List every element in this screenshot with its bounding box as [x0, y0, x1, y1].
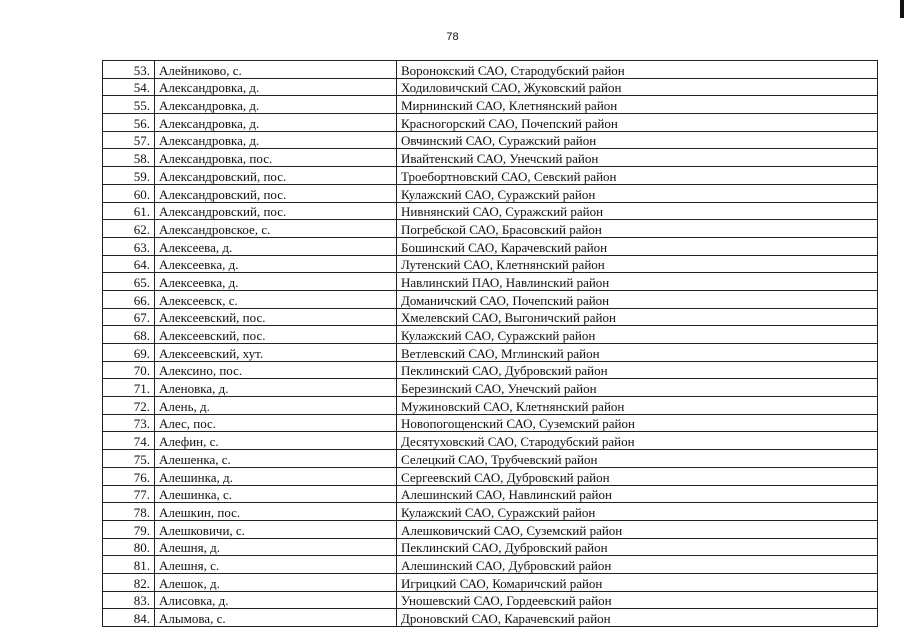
settlement-name: Александровский, пос. — [155, 184, 397, 202]
settlement-administration: Мирнинский САО, Клетнянский район — [397, 96, 878, 114]
settlement-name: Алексеевск, с. — [155, 290, 397, 308]
row-number: 75. — [103, 450, 155, 468]
settlement-administration: Алешинский САО, Дубровский район — [397, 556, 878, 574]
settlement-name: Алень, д. — [155, 397, 397, 415]
row-number: 73. — [103, 414, 155, 432]
table-row — [103, 326, 878, 344]
table-row — [103, 450, 878, 468]
table-row — [103, 237, 878, 255]
settlement-administration: Десятуховский САО, Стародубский район — [397, 432, 878, 450]
table-row — [103, 184, 878, 202]
settlement-name: Александровка, д. — [155, 78, 397, 96]
settlement-name: Алешенка, с. — [155, 450, 397, 468]
settlement-name: Алексеевка, д. — [155, 273, 397, 291]
row-number: 82. — [103, 573, 155, 591]
row-number: 53. — [103, 61, 155, 79]
row-number: 66. — [103, 290, 155, 308]
settlement-administration: Красногорский САО, Почепский район — [397, 114, 878, 132]
table-row — [103, 202, 878, 220]
settlement-name: Алешкин, пос. — [155, 503, 397, 521]
settlement-administration: Троебортновский САО, Севский район — [397, 167, 878, 185]
settlement-administration: Навлинский ПАО, Навлинский район — [397, 273, 878, 291]
row-number: 76. — [103, 467, 155, 485]
table-row — [103, 467, 878, 485]
settlement-administration: Ходиловичский САО, Жуковский район — [397, 78, 878, 96]
settlement-name: Александровский, пос. — [155, 167, 397, 185]
settlement-administration: Березинский САО, Унечский район — [397, 379, 878, 397]
row-number: 81. — [103, 556, 155, 574]
table-row — [103, 114, 878, 132]
row-number: 56. — [103, 114, 155, 132]
settlement-name: Александровка, д. — [155, 96, 397, 114]
settlement-table — [102, 60, 878, 627]
settlement-name: Алексино, пос. — [155, 361, 397, 379]
settlement-name: Алексеевка, д. — [155, 255, 397, 273]
settlement-administration: Кулажский САО, Суражский район — [397, 326, 878, 344]
settlement-administration: Лутенский САО, Клетнянский район — [397, 255, 878, 273]
settlement-administration: Алешинский САО, Навлинский район — [397, 485, 878, 503]
settlement-administration: Кулажский САО, Суражский район — [397, 503, 878, 521]
table-row — [103, 96, 878, 114]
table-row — [103, 379, 878, 397]
settlement-name: Алейниково, с. — [155, 61, 397, 79]
settlement-administration: Нивнянский САО, Суражский район — [397, 202, 878, 220]
row-number: 70. — [103, 361, 155, 379]
page-number: 78 — [446, 31, 459, 43]
row-number: 55. — [103, 96, 155, 114]
table-row — [103, 149, 878, 167]
settlement-administration: Дроновский САО, Карачевский район — [397, 609, 878, 627]
table-row — [103, 273, 878, 291]
settlement-name: Александровский, пос. — [155, 202, 397, 220]
row-number: 54. — [103, 78, 155, 96]
row-number: 77. — [103, 485, 155, 503]
table-row — [103, 414, 878, 432]
table-row — [103, 397, 878, 415]
settlement-name: Алексеевский, пос. — [155, 326, 397, 344]
settlement-name: Алешковичи, с. — [155, 520, 397, 538]
table-row — [103, 308, 878, 326]
settlement-administration: Игрицкий САО, Комаричский район — [397, 573, 878, 591]
settlement-administration: Ветлевский САО, Мглинский район — [397, 344, 878, 362]
table-row — [103, 485, 878, 503]
settlement-administration: Пеклинский САО, Дубровский район — [397, 538, 878, 556]
settlement-name: Алешинка, с. — [155, 485, 397, 503]
settlement-administration: Уношевский САО, Гордеевский район — [397, 591, 878, 609]
table-row — [103, 344, 878, 362]
settlement-administration: Селецкий САО, Трубчевский район — [397, 450, 878, 468]
row-number: 67. — [103, 308, 155, 326]
settlement-name: Алымова, с. — [155, 609, 397, 627]
row-number: 79. — [103, 520, 155, 538]
table-row — [103, 131, 878, 149]
row-number: 74. — [103, 432, 155, 450]
table-row — [103, 432, 878, 450]
settlement-name: Александровка, д. — [155, 114, 397, 132]
table-row — [103, 609, 878, 627]
settlement-name: Алексеевский, хут. — [155, 344, 397, 362]
settlement-administration: Кулажский САО, Суражский район — [397, 184, 878, 202]
row-number: 65. — [103, 273, 155, 291]
settlement-name: Алисовка, д. — [155, 591, 397, 609]
table-row — [103, 61, 878, 79]
settlement-name: Алес, пос. — [155, 414, 397, 432]
row-number: 69. — [103, 344, 155, 362]
row-number: 62. — [103, 220, 155, 238]
row-number: 63. — [103, 237, 155, 255]
row-number: 84. — [103, 609, 155, 627]
settlement-administration: Мужиновский САО, Клетнянский район — [397, 397, 878, 415]
row-number: 58. — [103, 149, 155, 167]
row-number: 57. — [103, 131, 155, 149]
settlement-name: Алешок, д. — [155, 573, 397, 591]
settlement-name: Алексеевский, пос. — [155, 308, 397, 326]
settlement-name: Александровка, пос. — [155, 149, 397, 167]
row-number: 68. — [103, 326, 155, 344]
settlement-name: Александровка, д. — [155, 131, 397, 149]
row-number: 72. — [103, 397, 155, 415]
row-number: 83. — [103, 591, 155, 609]
table-row — [103, 220, 878, 238]
table-row — [103, 255, 878, 273]
settlement-administration: Новопогощенский САО, Суземский район — [397, 414, 878, 432]
settlement-administration: Доманичский САО, Почепский район — [397, 290, 878, 308]
row-number: 78. — [103, 503, 155, 521]
settlement-administration: Овчинский САО, Суражский район — [397, 131, 878, 149]
row-number: 61. — [103, 202, 155, 220]
settlement-table-body — [103, 61, 878, 627]
settlement-name: Алексеева, д. — [155, 237, 397, 255]
settlement-name: Алешинка, д. — [155, 467, 397, 485]
settlement-administration: Алешковичский САО, Суземский район — [397, 520, 878, 538]
page-edge-mark — [900, 0, 904, 18]
row-number: 64. — [103, 255, 155, 273]
settlement-administration: Пеклинский САО, Дубровский район — [397, 361, 878, 379]
table-row — [103, 167, 878, 185]
settlement-name: Александровское, с. — [155, 220, 397, 238]
settlement-administration: Погребской САО, Брасовский район — [397, 220, 878, 238]
table-row — [103, 538, 878, 556]
settlement-administration: Сергеевский САО, Дубровский район — [397, 467, 878, 485]
settlement-administration: Бошинский САО, Карачевский район — [397, 237, 878, 255]
table-row — [103, 573, 878, 591]
table-row — [103, 520, 878, 538]
table-row — [103, 361, 878, 379]
settlement-name: Аленовка, д. — [155, 379, 397, 397]
table-row — [103, 556, 878, 574]
row-number: 80. — [103, 538, 155, 556]
row-number: 59. — [103, 167, 155, 185]
settlement-administration: Ивайтенский САО, Унечский район — [397, 149, 878, 167]
settlement-name: Алешня, с. — [155, 556, 397, 574]
row-number: 60. — [103, 184, 155, 202]
settlement-name: Алефин, с. — [155, 432, 397, 450]
table-row — [103, 503, 878, 521]
table-row — [103, 591, 878, 609]
settlement-administration: Хмелевский САО, Выгоничский район — [397, 308, 878, 326]
settlement-administration: Воронокский САО, Стародубский район — [397, 61, 878, 79]
table-row — [103, 78, 878, 96]
settlement-name: Алешня, д. — [155, 538, 397, 556]
table-row — [103, 290, 878, 308]
row-number: 71. — [103, 379, 155, 397]
